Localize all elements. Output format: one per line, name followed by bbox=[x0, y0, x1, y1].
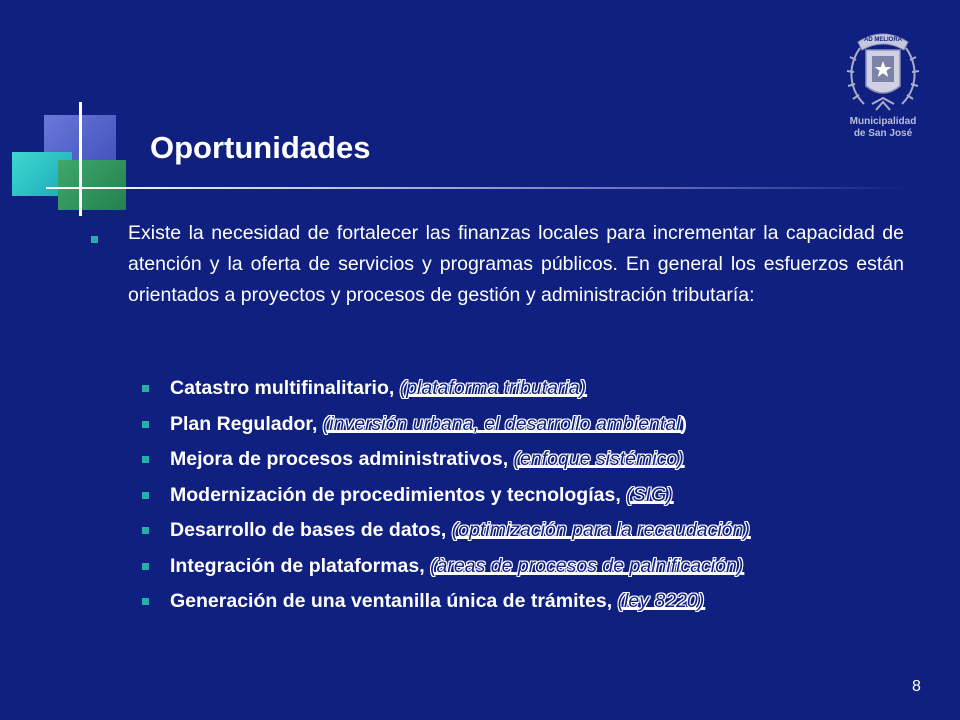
item-suffix: ) bbox=[680, 412, 687, 435]
list-item bbox=[142, 584, 750, 620]
bullet-icon bbox=[142, 598, 149, 605]
bullet-icon bbox=[142, 385, 149, 392]
item-link[interactable]: (plataforma tributaria) bbox=[399, 377, 587, 399]
list-item bbox=[142, 549, 750, 585]
item-link[interactable]: (enfoque sistémico) bbox=[513, 448, 684, 470]
item-text: Generación de una ventanilla única de trámites, bbox=[170, 590, 618, 612]
decor-vertical-line bbox=[79, 102, 82, 216]
item-link[interactable]: (àreas de procesos de palnificación) bbox=[430, 554, 744, 577]
list-item bbox=[142, 442, 750, 478]
logo-ribbon-text: AD MELIORA bbox=[864, 37, 902, 43]
item-text: Catastro multifinalitario, bbox=[170, 377, 400, 399]
list-item bbox=[142, 407, 750, 443]
item-link[interactable]: (SIG) bbox=[626, 483, 673, 506]
list-item bbox=[142, 371, 750, 407]
logo-caption bbox=[836, 116, 930, 140]
item-text: Modernización de procedimientos y tecnologías, bbox=[170, 483, 627, 506]
item-text: Plan Regulador, bbox=[170, 412, 323, 435]
title-underline bbox=[46, 187, 910, 189]
bullet-icon bbox=[142, 563, 149, 570]
bullet-icon bbox=[142, 492, 149, 499]
item-text: Mejora de procesos administrativos, bbox=[170, 448, 514, 470]
bullet-icon bbox=[142, 456, 149, 463]
page-number: 8 bbox=[912, 678, 921, 695]
opportunities-list bbox=[142, 371, 750, 620]
logo-caption-line1: Municipalidad bbox=[849, 116, 917, 127]
slide-title: Oportunidades bbox=[150, 130, 371, 165]
intro-paragraph: Existe la necesidad de fortalecer las finanzas locales para incrementar la capacidad de atención y la oferta de servicios y programas públicos. En general los esfuerzos están orientados a proyectos y procesos de gestión y administración tributaría: bbox=[128, 222, 904, 306]
item-link[interactable]: (ley 8220) bbox=[617, 590, 705, 612]
bullet-icon bbox=[142, 421, 149, 428]
list-item bbox=[142, 478, 750, 514]
decor-square-green bbox=[58, 160, 126, 210]
item-link[interactable]: (inversión urbana, el desarrollo ambiental bbox=[322, 412, 681, 435]
item-link[interactable]: (optimización para la recaudación) bbox=[451, 519, 750, 541]
bullet-icon bbox=[142, 527, 149, 534]
logo-caption-line2: de San José bbox=[853, 128, 913, 139]
list-item bbox=[142, 513, 750, 549]
item-text: Desarrollo de bases de datos, bbox=[170, 519, 452, 541]
paragraph-bullet bbox=[91, 236, 98, 243]
item-text: Integración de plataformas, bbox=[170, 554, 431, 577]
